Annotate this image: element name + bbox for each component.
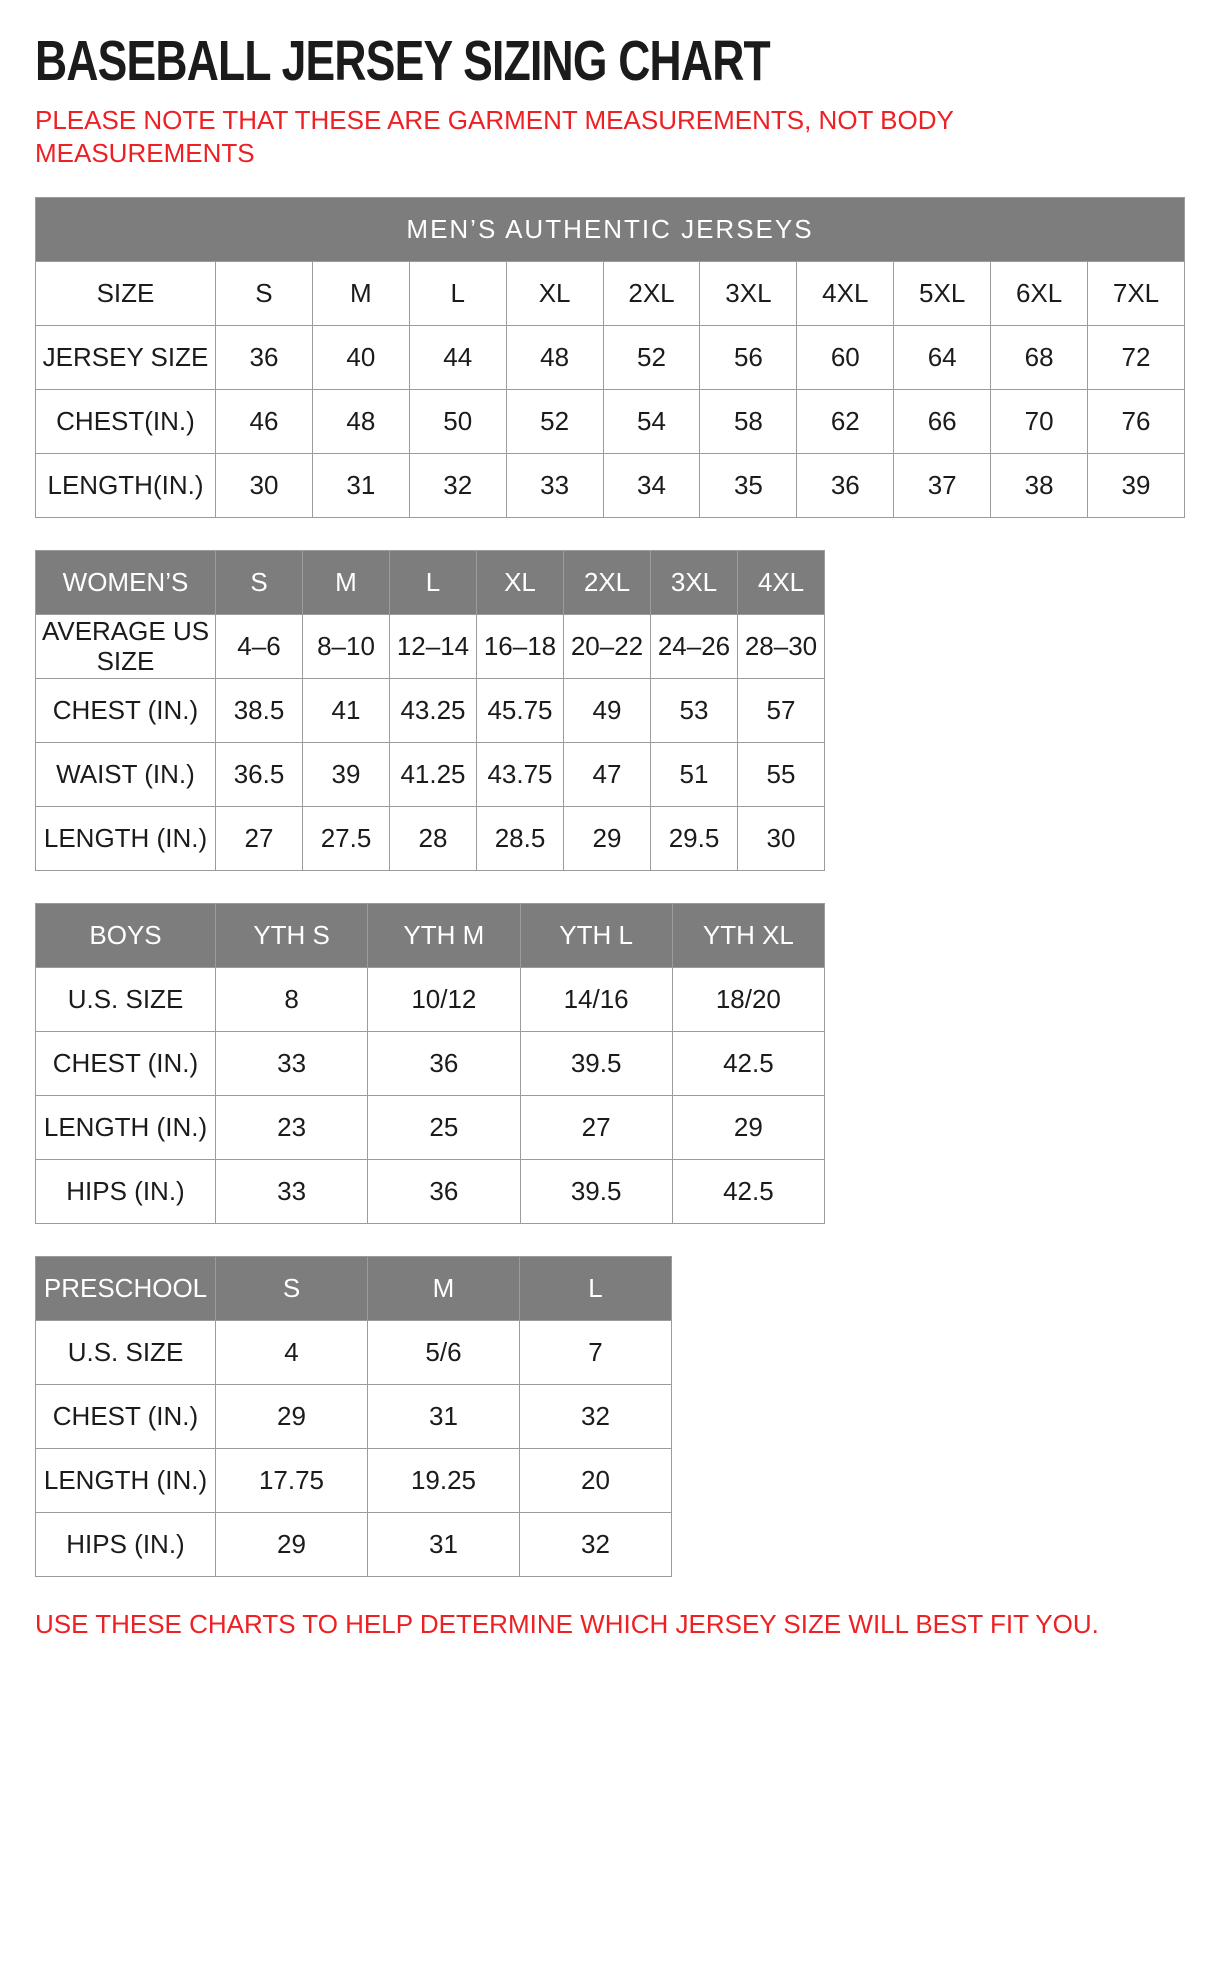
column-header: XL <box>477 551 564 615</box>
mens-table <box>35 197 1185 518</box>
column-header: 3XL <box>651 551 738 615</box>
table-row <box>36 968 825 1032</box>
size-value: 48 <box>506 326 603 390</box>
size-value: 7 <box>520 1321 672 1385</box>
size-value: 52 <box>603 326 700 390</box>
size-value: 14/16 <box>520 968 672 1032</box>
boys-header-label: BOYS <box>36 904 216 968</box>
size-value: 5/6 <box>368 1321 520 1385</box>
size-value: 50 <box>409 390 506 454</box>
size-value: 42.5 <box>672 1160 824 1224</box>
size-value: L <box>409 262 506 326</box>
row-label: CHEST (IN.) <box>36 679 216 743</box>
size-value: 52 <box>506 390 603 454</box>
size-value: 32 <box>520 1513 672 1577</box>
column-header: M <box>368 1257 520 1321</box>
boys-table <box>35 903 825 1224</box>
size-value: 6XL <box>991 262 1088 326</box>
size-value: 4XL <box>797 262 894 326</box>
size-value: 36 <box>368 1032 520 1096</box>
size-value: 10/12 <box>368 968 520 1032</box>
preschool-table-section <box>35 1256 1185 1577</box>
size-value: 76 <box>1088 390 1185 454</box>
size-value: 29 <box>216 1513 368 1577</box>
size-value: 16–18 <box>477 615 564 679</box>
size-value: 5XL <box>894 262 991 326</box>
size-value: 46 <box>216 390 313 454</box>
size-value: 32 <box>520 1385 672 1449</box>
size-value: 28 <box>390 807 477 871</box>
size-value: 4–6 <box>216 615 303 679</box>
size-value: 8 <box>216 968 368 1032</box>
table-row <box>36 1321 672 1385</box>
size-value: 29 <box>672 1096 824 1160</box>
column-header: YTH M <box>368 904 520 968</box>
table-row <box>36 743 825 807</box>
size-value: 27.5 <box>303 807 390 871</box>
table-row <box>36 1513 672 1577</box>
size-value: 31 <box>312 454 409 518</box>
size-value: XL <box>506 262 603 326</box>
table-row <box>36 679 825 743</box>
size-value: 39.5 <box>520 1032 672 1096</box>
row-label: AVERAGE US SIZE <box>36 615 216 679</box>
size-value: 58 <box>700 390 797 454</box>
size-value: 72 <box>1088 326 1185 390</box>
size-value: 36 <box>216 326 313 390</box>
size-value: S <box>216 262 313 326</box>
size-value: 33 <box>506 454 603 518</box>
size-value: 31 <box>368 1513 520 1577</box>
size-value: 38 <box>991 454 1088 518</box>
column-header: 4XL <box>738 551 825 615</box>
size-value: 47 <box>564 743 651 807</box>
size-value: 29 <box>216 1385 368 1449</box>
table-row <box>36 1449 672 1513</box>
womens-table <box>35 550 825 871</box>
size-value: 29.5 <box>651 807 738 871</box>
row-label: U.S. SIZE <box>36 968 216 1032</box>
footer-text: USE THESE CHARTS TO HELP DETERMINE WHICH JERSEY SIZE WILL BEST FIT YOU. <box>35 1609 1099 1639</box>
size-value: 2XL <box>603 262 700 326</box>
size-value: 51 <box>651 743 738 807</box>
size-value: 7XL <box>1088 262 1185 326</box>
table-row <box>36 1096 825 1160</box>
column-header: L <box>520 1257 672 1321</box>
table-row <box>36 262 1185 326</box>
row-label: WAIST (IN.) <box>36 743 216 807</box>
column-header: S <box>216 1257 368 1321</box>
size-value: 27 <box>216 807 303 871</box>
table-row <box>36 1032 825 1096</box>
size-value: 30 <box>216 454 313 518</box>
size-value: 68 <box>991 326 1088 390</box>
size-value: 36.5 <box>216 743 303 807</box>
size-value: M <box>312 262 409 326</box>
table-row <box>36 1160 825 1224</box>
mens-table-section <box>35 197 1185 518</box>
size-value: 31 <box>368 1385 520 1449</box>
size-value: 66 <box>894 390 991 454</box>
size-value: 45.75 <box>477 679 564 743</box>
size-value: 18/20 <box>672 968 824 1032</box>
size-value: 56 <box>700 326 797 390</box>
table-row <box>36 807 825 871</box>
size-value: 28–30 <box>738 615 825 679</box>
row-label: SIZE <box>36 262 216 326</box>
table-row <box>36 615 825 679</box>
row-label: CHEST(IN.) <box>36 390 216 454</box>
row-label: CHEST (IN.) <box>36 1032 216 1096</box>
row-label: CHEST (IN.) <box>36 1385 216 1449</box>
size-value: 33 <box>216 1160 368 1224</box>
page-title: BASEBALL JERSEY SIZING CHART <box>35 29 770 93</box>
column-header: L <box>390 551 477 615</box>
size-value: 60 <box>797 326 894 390</box>
size-value: 29 <box>564 807 651 871</box>
column-header: 2XL <box>564 551 651 615</box>
womens-header-label: WOMEN’S <box>36 551 216 615</box>
size-value: 41.25 <box>390 743 477 807</box>
size-value: 32 <box>409 454 506 518</box>
size-value: 40 <box>312 326 409 390</box>
size-value: 39 <box>303 743 390 807</box>
size-value: 39 <box>1088 454 1185 518</box>
table-row <box>36 1385 672 1449</box>
mens-banner-title: MEN’S AUTHENTIC JERSEYS <box>36 198 1185 262</box>
size-value: 70 <box>991 390 1088 454</box>
row-label: U.S. SIZE <box>36 1321 216 1385</box>
row-label: LENGTH (IN.) <box>36 1096 216 1160</box>
size-value: 3XL <box>700 262 797 326</box>
size-value: 35 <box>700 454 797 518</box>
size-value: 20–22 <box>564 615 651 679</box>
size-value: 39.5 <box>520 1160 672 1224</box>
column-header: YTH L <box>520 904 672 968</box>
size-value: 34 <box>603 454 700 518</box>
row-label: HIPS (IN.) <box>36 1160 216 1224</box>
table-row <box>36 454 1185 518</box>
column-header: S <box>216 551 303 615</box>
size-value: 41 <box>303 679 390 743</box>
preschool-table <box>35 1256 672 1577</box>
size-value: 12–14 <box>390 615 477 679</box>
garment-measurements-note: PLEASE NOTE THAT THESE ARE GARMENT MEASUREMENTS, NOT BODY MEASUREMENTS <box>35 105 954 168</box>
size-value: 4 <box>216 1321 368 1385</box>
size-value: 43.25 <box>390 679 477 743</box>
row-label: JERSEY SIZE <box>36 326 216 390</box>
size-value: 28.5 <box>477 807 564 871</box>
size-value: 30 <box>738 807 825 871</box>
size-value: 17.75 <box>216 1449 368 1513</box>
size-value: 43.75 <box>477 743 564 807</box>
size-value: 25 <box>368 1096 520 1160</box>
row-label: LENGTH (IN.) <box>36 1449 216 1513</box>
size-value: 54 <box>603 390 700 454</box>
size-value: 36 <box>368 1160 520 1224</box>
size-value: 19.25 <box>368 1449 520 1513</box>
size-value: 55 <box>738 743 825 807</box>
table-row <box>36 326 1185 390</box>
size-value: 33 <box>216 1032 368 1096</box>
size-value: 37 <box>894 454 991 518</box>
row-label: LENGTH (IN.) <box>36 807 216 871</box>
size-value: 8–10 <box>303 615 390 679</box>
column-header: YTH XL <box>672 904 824 968</box>
size-value: 24–26 <box>651 615 738 679</box>
row-label: HIPS (IN.) <box>36 1513 216 1577</box>
boys-table-section <box>35 903 1185 1224</box>
size-value: 64 <box>894 326 991 390</box>
size-value: 42.5 <box>672 1032 824 1096</box>
preschool-header-label: PRESCHOOL <box>36 1257 216 1321</box>
size-value: 36 <box>797 454 894 518</box>
size-value: 57 <box>738 679 825 743</box>
size-value: 48 <box>312 390 409 454</box>
size-value: 27 <box>520 1096 672 1160</box>
row-label: LENGTH(IN.) <box>36 454 216 518</box>
table-row <box>36 390 1185 454</box>
column-header: M <box>303 551 390 615</box>
size-value: 53 <box>651 679 738 743</box>
column-header: YTH S <box>216 904 368 968</box>
womens-table-section <box>35 550 1185 871</box>
size-value: 44 <box>409 326 506 390</box>
size-value: 20 <box>520 1449 672 1513</box>
size-value: 23 <box>216 1096 368 1160</box>
size-value: 38.5 <box>216 679 303 743</box>
size-value: 62 <box>797 390 894 454</box>
size-value: 49 <box>564 679 651 743</box>
